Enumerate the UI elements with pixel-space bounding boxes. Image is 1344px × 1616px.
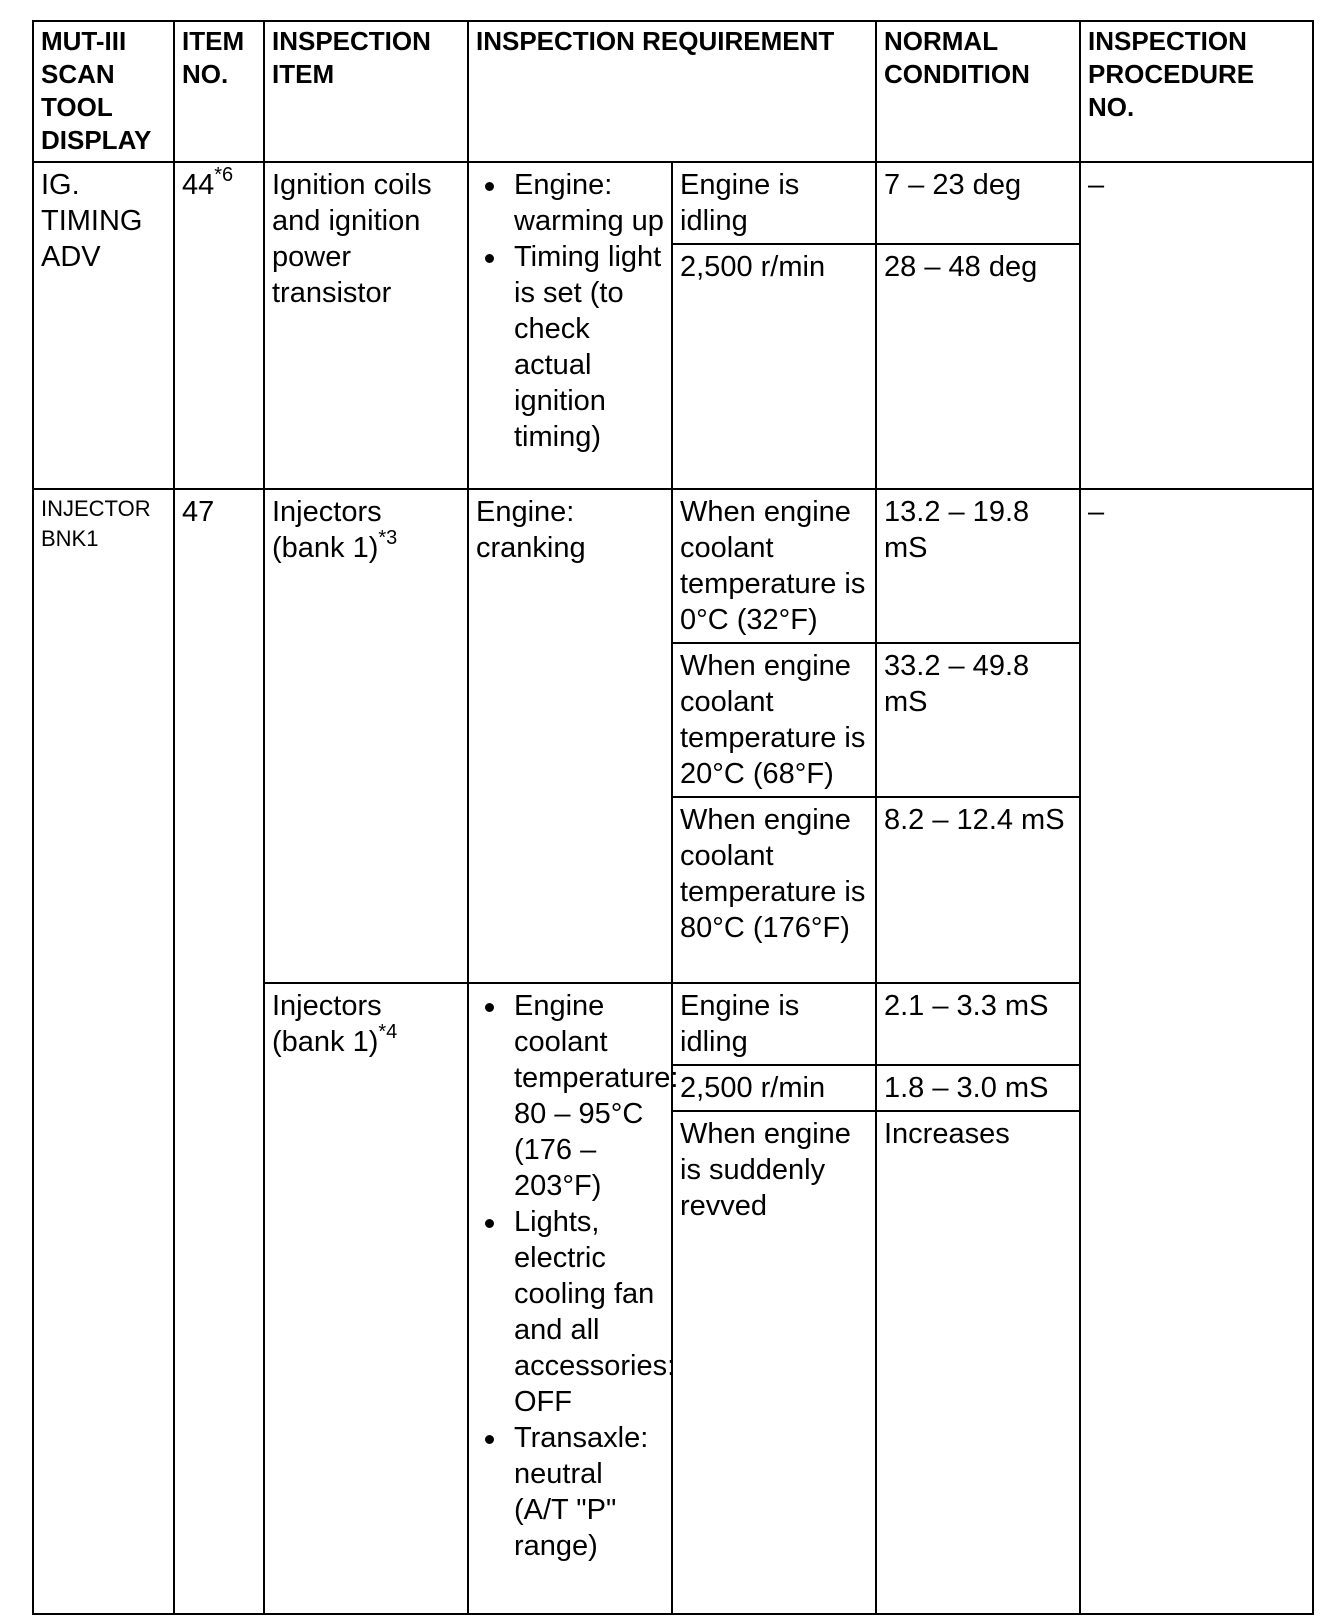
inspection-table (32, 20, 1314, 1615)
condition-idling: Engine is idling (672, 983, 876, 1065)
header-procedure-no: INSPECTION PROCEDURE NO. (1080, 21, 1313, 162)
footnote-ref: *4 (378, 1021, 398, 1044)
requirement-list (476, 988, 679, 1564)
table-row (33, 489, 1313, 643)
list-item: Lights, electric cooling fan and all accessories: OFF (514, 1206, 676, 1418)
requirement-cranking: Engine: cranking (468, 489, 672, 983)
normal-value: Increases (876, 1111, 1080, 1614)
list-item: Engine coolant temperature: 80 – 95°C (176 – 203°F) (514, 990, 679, 1202)
inspection-item-injectors (264, 489, 468, 983)
condition-coolant-0c: When engine coolant temperature is 0°C (32°F) (672, 489, 876, 643)
condition-coolant-20c: When engine coolant temperature is 20°C (68°F) (672, 643, 876, 797)
condition-revved: When engine is suddenly revved (672, 1111, 876, 1614)
inspection-item-ignition: Ignition coils and ignition power transistor (264, 162, 468, 489)
header-inspection-item: INSPECTION ITEM (264, 21, 468, 162)
normal-value: 1.8 – 3.0 mS (876, 1065, 1080, 1111)
procedure-no: – (1080, 162, 1313, 489)
normal-value: 8.2 – 12.4 mS (876, 797, 1080, 983)
display-ig-timing: IG. TIMING ADV (33, 162, 174, 489)
display-injector-bnk1: INJECTOR BNK1 (33, 489, 174, 1614)
header-requirement: INSPECTION REQUIREMENT (468, 21, 876, 162)
table-row (33, 162, 1313, 244)
header-item-no: ITEM NO. (174, 21, 264, 162)
normal-value: 28 – 48 deg (876, 244, 1080, 489)
item-text: Injectors (bank 1) (272, 496, 382, 564)
item-no-44 (174, 162, 264, 489)
requirement-list (476, 167, 664, 455)
normal-value: 2.1 – 3.3 mS (876, 983, 1080, 1065)
footnote-ref: *6 (214, 164, 234, 187)
normal-value: 33.2 – 49.8 mS (876, 643, 1080, 797)
condition-2500: 2,500 r/min (672, 1065, 876, 1111)
requirement-warm-idle (468, 983, 679, 1614)
header-normal-condition: NORMAL CONDITION (876, 21, 1080, 162)
list-item: Timing light is set (to check actual ignition timing) (514, 239, 664, 455)
normal-value: 7 – 23 deg (876, 162, 1080, 244)
header-row (33, 21, 1313, 162)
footnote-ref: *3 (378, 527, 398, 550)
item-no-value: 44 (182, 169, 215, 201)
normal-value: 13.2 – 19.8 mS (876, 489, 1080, 643)
condition-2500: 2,500 r/min (672, 244, 876, 489)
condition-idling: Engine is idling (672, 162, 876, 244)
procedure-no: – (1080, 489, 1313, 1614)
requirement-ignition (468, 162, 672, 489)
item-text: Injectors (bank 1) (272, 990, 382, 1058)
list-item: Transaxle: neutral (A/T "P" range) (514, 1420, 664, 1564)
item-no-47: 47 (174, 489, 264, 1614)
inspection-item-injectors (264, 983, 468, 1614)
condition-coolant-80c: When engine coolant temperature is 80°C (176°F) (672, 797, 876, 983)
header-display: MUT-III SCAN TOOL DISPLAY (33, 21, 174, 162)
list-item: Engine: warming up (514, 169, 664, 237)
